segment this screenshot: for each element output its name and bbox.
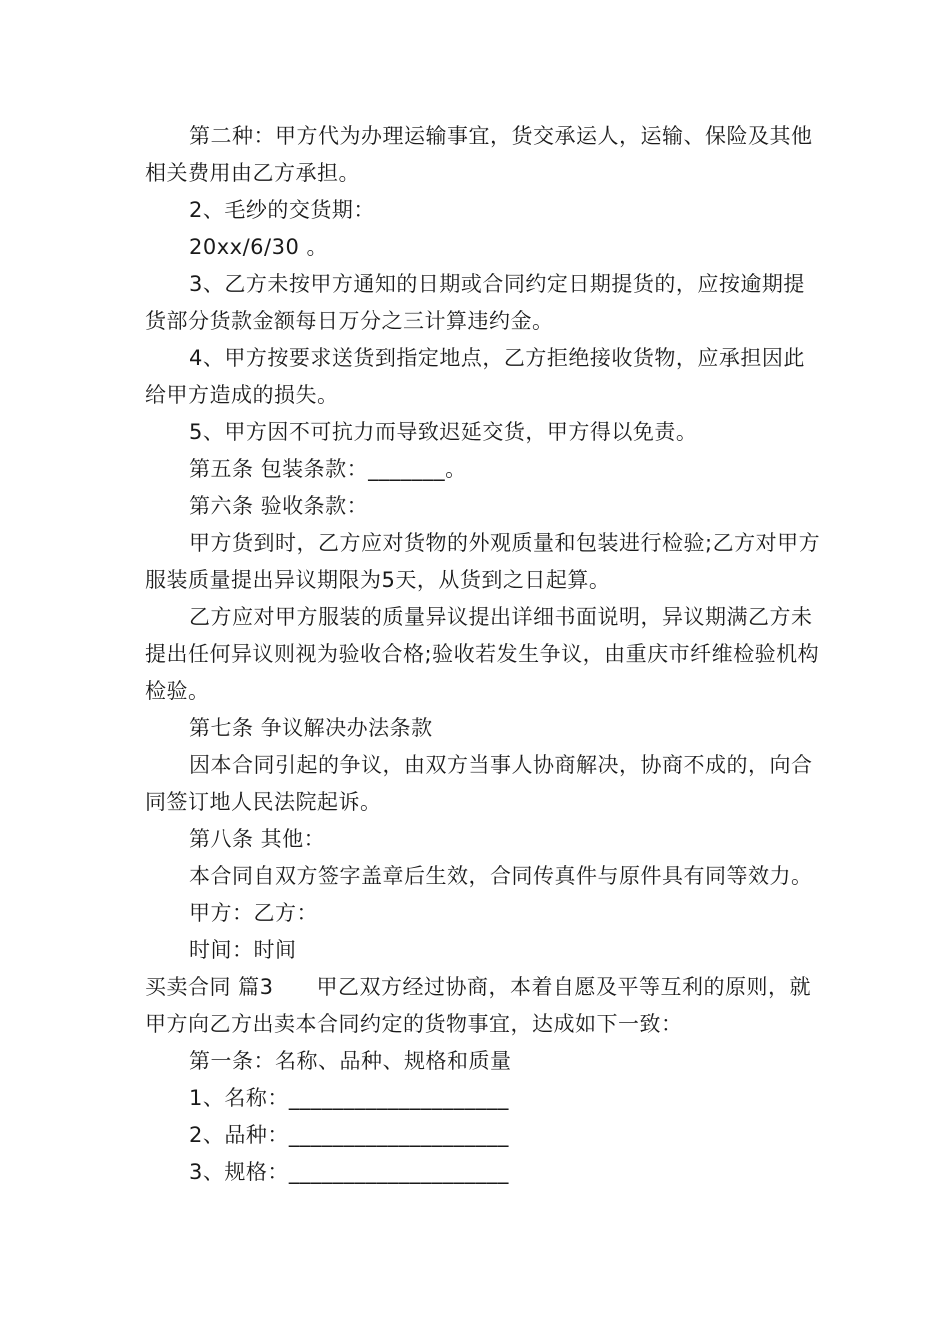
signature-dates: 时间：时间 bbox=[189, 938, 297, 962]
paragraph-effectiveness: 本合同自双方签字盖章后生效，合同传真件与原件具有同等效力。 bbox=[189, 864, 813, 888]
paragraph-delivery-period-heading: 2、毛纱的交货期： bbox=[189, 198, 375, 222]
paragraph-refusal-liability: 4、甲方按要求送货到指定地点，乙方拒绝接收货物，应承担因此给甲方造成的损失。 bbox=[145, 346, 805, 407]
paragraph-second-option: 第二种：甲方代为办理运输事宜，货交承运人，运输、保险及其他相关费用由乙方承担。 bbox=[145, 124, 813, 185]
contract-3-intro: 买卖合同 篇3 甲乙双方经过协商，本着自愿及平等互利的原则，就甲方向乙方出卖本合同约定的货物事宜，达成如下一致： bbox=[145, 975, 812, 1036]
paragraph-delivery-date: 20xx/6/30 。 bbox=[189, 235, 328, 259]
clause-1-heading: 第一条：名称、品种、规格和质量 bbox=[189, 1049, 512, 1073]
paragraph-inspection: 甲方货到时，乙方应对货物的外观质量和包装进行检验;乙方对甲方服装质量提出异议期限为5天，从货到之日起算。 bbox=[145, 531, 821, 592]
field-name: 1、名称：____________________ bbox=[189, 1086, 509, 1110]
paragraph-dispute-resolution: 因本合同引起的争议，由双方当事人协商解决，协商不成的，向合同签订地人民法院起诉。 bbox=[145, 753, 813, 814]
clause-8-other-heading: 第八条 其他： bbox=[189, 827, 326, 851]
clause-5-packaging: 第五条 包装条款：_______。 bbox=[189, 457, 467, 481]
signature-parties: 甲方：乙方： bbox=[189, 901, 318, 925]
field-variety: 2、品种：____________________ bbox=[189, 1123, 509, 1147]
clause-7-dispute-heading: 第七条 争议解决办法条款 bbox=[189, 716, 433, 740]
paragraph-force-majeure: 5、甲方因不可抗力而导致迟延交货，甲方得以免责。 bbox=[189, 420, 698, 444]
paragraph-quality-objection: 乙方应对甲方服装的质量异议提出详细书面说明，异议期满乙方未提出任何异议则视为验收合格;验收若发生争议，由重庆市纤维检验机构检验。 bbox=[145, 605, 820, 703]
clause-6-acceptance-heading: 第六条 验收条款： bbox=[189, 494, 369, 518]
document-body bbox=[145, 118, 825, 1191]
paragraph-late-pickup-penalty: 3、乙方未按甲方通知的日期或合同约定日期提货的，应按逾期提货部分货款金额每日万分之三计算违约金。 bbox=[145, 272, 805, 333]
field-specification: 3、规格：____________________ bbox=[189, 1160, 509, 1184]
